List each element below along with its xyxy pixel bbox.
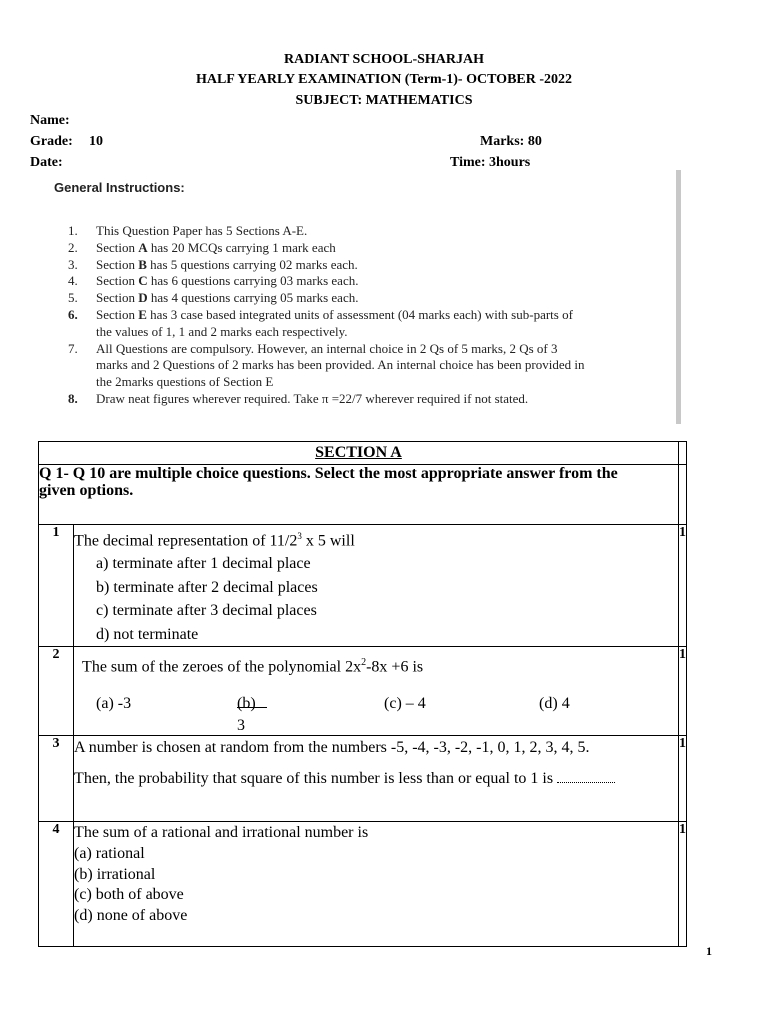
instruction-item: 1. This Question Paper has 5 Sections A-E. xyxy=(68,223,308,238)
question-number: 1 xyxy=(39,525,74,647)
question-body: The sum of the zeroes of the polynomial $2x^2-8x +6$ is (a) -3 (b) 3 (c) – 4 (d) 4 xyxy=(74,647,679,736)
option-a: (a) -3 xyxy=(96,694,132,712)
option-a: a) terminate after 1 decimal place xyxy=(96,555,311,573)
option-c: (c) both of above xyxy=(74,886,184,904)
section-title: SECTION A xyxy=(39,442,679,465)
marks-label: Marks: 80 xyxy=(480,134,542,149)
question-body: A number is chosen at random from the numbers -5, -4, -3, -2, -1, 0, 1, 2, 3, 4, 5. Then, the probability that square of this number is less than or equal to 1 is xyxy=(74,736,679,822)
option-d: (d) none of above xyxy=(74,907,188,925)
question-row xyxy=(39,736,687,822)
instruction-item: 8. Draw neat figures wherever required. Take π =22/7 wherever required if not stated. xyxy=(68,390,529,406)
option-d: d) not terminate xyxy=(96,625,199,643)
question-body: The decimal representation of $11/2^3$ x 5 will a) terminate after 1 decimal place b) terminate after 2 decimal places c) terminate after 3 decimal places d) not terminate xyxy=(74,525,679,647)
question-marks: 1 xyxy=(678,736,686,822)
question-row xyxy=(39,647,687,736)
grade-label: Grade: xyxy=(30,134,73,149)
option-c: (c) – 4 xyxy=(384,694,426,712)
question-number: 4 xyxy=(39,822,74,947)
general-instructions-panel xyxy=(40,172,678,424)
instruction-item: 5. Section D has 4 questions carrying 05 marks each. xyxy=(68,290,359,306)
exam-title: HALF YEARLY EXAMINATION (Term-1)- OCTOBER -2022 xyxy=(195,72,573,87)
question-row xyxy=(39,525,687,647)
instructions-title: General Instructions: xyxy=(54,180,185,195)
question-number: 3 xyxy=(39,736,74,822)
grade-value: 10 xyxy=(89,134,103,149)
option-d: (d) 4 xyxy=(539,694,570,712)
option-list: (a) -3 (b) 3 (c) – 4 (d) 4 xyxy=(96,694,570,734)
option-a: (a) rational xyxy=(74,845,145,863)
option-b: (b) irrational xyxy=(74,865,156,883)
option-b: b) terminate after 2 decimal places xyxy=(96,578,318,596)
section-intro: Q 1- Q 10 are multiple choice questions. Select the most appropriate answer from the given options. xyxy=(39,465,679,525)
option-c: c) terminate after 3 decimal places xyxy=(96,602,317,620)
school-name: RADIANT SCHOOL-SHARJAH xyxy=(283,52,485,67)
subject-title: SUBJECT: MATHEMATICS xyxy=(295,93,473,108)
question-marks: 1 xyxy=(678,525,686,647)
section-a-table xyxy=(38,441,687,947)
name-label: Name: xyxy=(30,113,70,128)
instruction-item: 2. Section A has 20 MCQs carrying 1 mark each xyxy=(68,239,336,255)
date-label: Date: xyxy=(30,155,63,170)
instructions-list xyxy=(68,223,588,408)
page-number: 1 xyxy=(706,944,712,958)
time-label: Time: 3hours xyxy=(450,155,531,170)
question-marks: 1 xyxy=(678,647,686,736)
instruction-item: 3. Section B has 5 questions carrying 02 marks each. xyxy=(68,256,358,272)
answer-blank xyxy=(557,768,615,783)
instruction-item: 7. All Questions are compulsory. However, an internal choice in 2 Qs of 5 marks, 2 Qs of 3 marks and 2 Questions of 2 marks has been provided. An internal choice has been provided in the 2marks questions of Section E xyxy=(68,340,585,390)
question-marks: 1 xyxy=(678,822,686,947)
question-row xyxy=(39,822,687,947)
question-body: The sum of a rational and irrational number is (a) rational (b) irrational (c) both of above (d) none of above xyxy=(74,822,679,947)
question-number: 2 xyxy=(39,647,74,736)
scan-edge-shadow xyxy=(676,170,681,424)
instruction-item: 6. Section E has 3 case based integrated units of assessment (04 marks each) with sub-parts of the values of 1, 1 and 2 marks each respectively. xyxy=(68,306,573,339)
option-list xyxy=(74,552,678,646)
instruction-item: 4. Section C has 6 questions carrying 03 marks each. xyxy=(68,273,359,289)
